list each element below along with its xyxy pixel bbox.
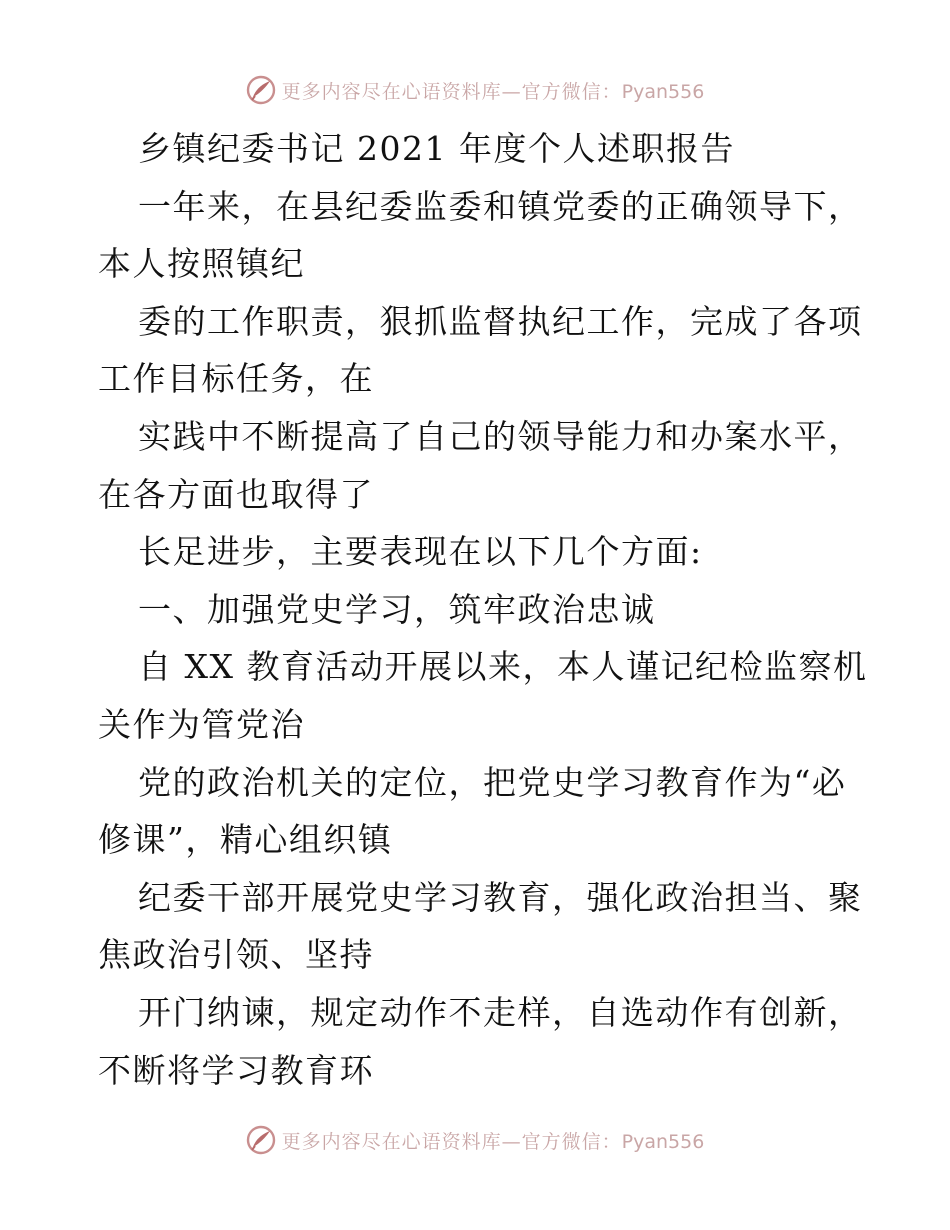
paragraph-line: 纪委干部开展党史学习教育，强化政治担当、聚 [138,877,863,917]
paragraph-line: 工作目标任务，在 [98,359,374,399]
paragraph-line: 关作为管党治 [98,704,305,744]
paragraph-line: 长足进步，主要表现在以下几个方面: [138,532,703,572]
watermark-wechat-id: Pyan556 [621,1130,705,1153]
document-title: 乡镇纪委书记 2021 年度个人述职报告 [138,129,735,168]
paragraph-line: 自 XX 教育活动开展以来，本人谨记纪检监察机 [138,647,868,687]
paragraph-line: 修课”，精心组织镇 [98,820,393,860]
paragraph-line: 不断将学习教育环 [98,1050,374,1090]
watermark-text: 更多内容尽在心语资料库—官方微信：Pyan556 [281,80,705,103]
header-watermark [0,70,950,110]
paragraph-line: 实践中不断提高了自己的领导能力和办案水平， [138,416,863,456]
quill-logo-icon [246,1125,276,1155]
paragraph-line: 一年来，在县纪委监委和镇党委的正确领导下， [138,186,863,226]
document-body [98,120,868,1099]
paragraph-line: 本人按照镇纪 [98,244,305,284]
paragraph-line: 委的工作职责，狠抓监督执纪工作，完成了各项 [138,301,863,341]
watermark-text: 更多内容尽在心语资料库—官方微信：Pyan556 [281,1130,705,1153]
section-heading: 一、加强党史学习，筑牢政治忠诚 [138,589,656,629]
quill-logo-icon [246,75,276,105]
paragraph-line: 党的政治机关的定位，把党史学习教育作为“必 [138,762,847,802]
paragraph-line: 焦政治引领、坚持 [98,935,374,975]
paragraph-line: 在各方面也取得了 [98,474,374,514]
footer-watermark [0,1120,950,1160]
watermark-wechat-id: Pyan556 [621,80,705,103]
paragraph-line: 开门纳谏，规定动作不走样，自选动作有创新， [138,992,863,1032]
